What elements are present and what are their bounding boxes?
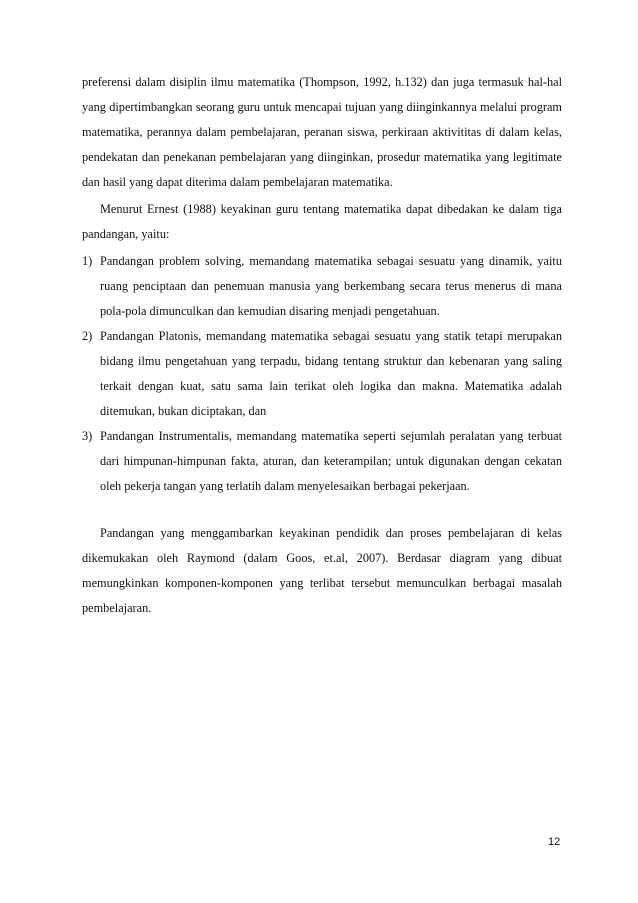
list-item (82, 249, 562, 324)
paragraph-continuation: preferensi dalam disiplin ilmu matematika (Thompson, 1992, h.132) dan juga termasuk hal-hal yang dipertimbangkan seorang guru untuk mencapai tujuan yang diinginkannya melalui program matematika, perannya dalam pembelajaran, peranan siswa, perkiraan aktivititas di dalam kelas, pendekatan dan penekanan pembelajaran yang diinginkan, prosedur matematika yang legitimate dan hasil yang dapat diterima dalam pembelajaran matematika. (82, 75, 562, 189)
list-number: 2) (82, 329, 93, 343)
body-text (82, 70, 562, 621)
paragraph-ernest: Menurut Ernest (1988) keyakinan guru tentang matematika dapat dibedakan ke dalam tiga pandangan, yaitu: (82, 202, 562, 241)
list-text: Pandangan problem solving, memandang matematika sebagai sesuatu yang dinamik, yaitu ruang penciptaan dan penemuan manusia yang berkembang secara terus menerus di mana pola-pola dimunculkan dan kemudian disaring menjadi pengetahuan. (100, 254, 562, 318)
list-item (82, 424, 562, 499)
paragraph-raymond: Pandangan yang menggambarkan keyakinan pendidik dan proses pembelajaran di kelas dikemukakan oleh Raymond (dalam Goos, et.al, 2007). Berdasar diagram yang dibuat memungkinkan komponen-komponen yang terlibat tersebut memunculkan berbagai masalah pembelajaran. (82, 526, 562, 615)
views-list (82, 249, 562, 499)
page-number: 12 (548, 836, 561, 848)
list-text: Pandangan Platonis, memandang matematika sebagai sesuatu yang statik tetapi merupakan bidang ilmu pengetahuan yang terpadu, bidang tentang struktur dan kebenaran yang saling terkait dengan kuat, satu sama lain terikat oleh logika dan makna. Matematika adalah ditemukan, bukan diciptakan, dan (100, 329, 562, 418)
list-text: Pandangan Instrumentalis, memandang matematika seperti sejumlah peralatan yang terbuat dari himpunan-himpunan fakta, aturan, dan keterampilan; untuk digunakan dengan cekatan oleh pekerja tangan yang terlatih dalam menyelesaikan berbagai pekerjaan. (100, 429, 562, 493)
list-number: 3) (82, 429, 93, 443)
list-number: 1) (82, 254, 93, 268)
paragraph-spacer (82, 499, 562, 521)
list-item (82, 324, 562, 424)
